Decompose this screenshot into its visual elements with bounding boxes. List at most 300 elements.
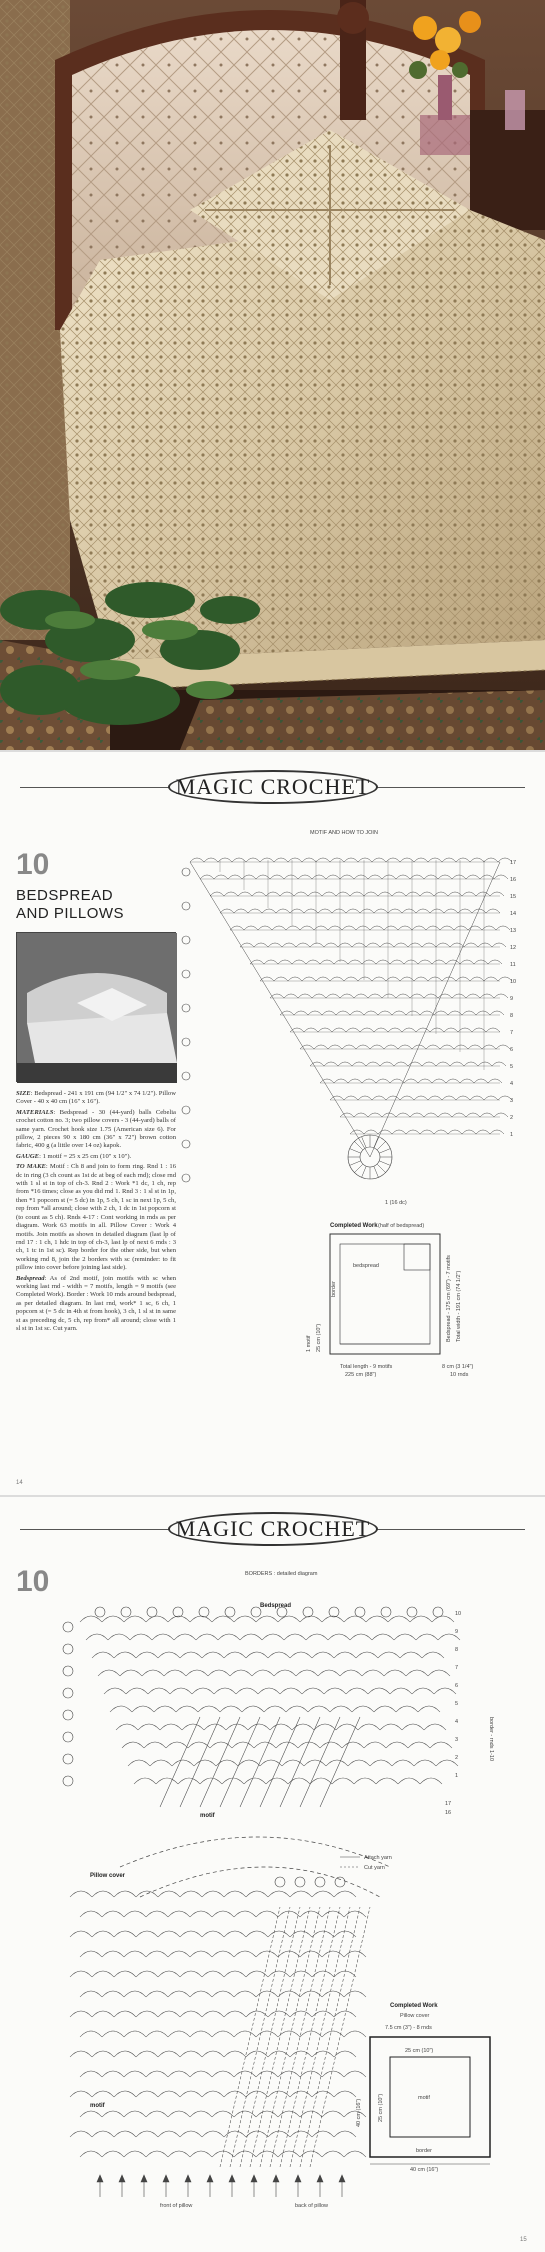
pillow-arc [168,1911,190,1917]
pillow-arc [224,2011,246,2017]
pillow-arc [312,2131,334,2137]
diagonal-line [370,862,500,1157]
chain-arc [320,1079,334,1083]
chain-arc [448,1130,462,1134]
border-arc [190,1616,212,1622]
pillow-arc [168,1951,190,1957]
border-arc [238,1760,260,1766]
border-arc [270,1724,292,1730]
chain-arc [450,943,464,947]
pattern-title [16,887,124,923]
pillow-arc [300,2111,322,2117]
row-number: 3 [510,1098,514,1104]
stitch-legend [340,1855,392,1871]
chain-arc [422,943,436,947]
chain-arc [402,909,416,913]
chain-arc [324,1062,338,1066]
bedspread-text: : As of 2nd motif, join motifs with sc when working last rnd - width = 7 motifs, length = 9 motifs (see Completed Work). Border : Work 10 rnds around bedspread, as per detailed diagram. In last rnd, work* 1 sc, 6 ch, 1 popcorn st (= 5 dc in 4th st from hook), 3 ch, 1 sl st in same st as preceding dc, 5 ch, rep from* all around; close with 1 sl st in 1st sc. Cut yarn. [16,1274,176,1332]
chain-arc [334,1079,348,1083]
border-arc [242,1706,264,1712]
popcorn-stitch [182,1038,190,1046]
pillow-arc [158,2091,180,2097]
chain-arc [354,994,368,998]
pillow-arc [344,2031,366,2037]
chain-arc [432,960,446,964]
pillow-arc [92,2091,114,2097]
chain-arc [318,1028,332,1032]
border-arc [148,1688,170,1694]
border-arc [138,1724,160,1730]
pillow-arc [290,1971,312,1977]
chain-arc [344,977,358,981]
chain-arc [386,1096,400,1100]
border-row-number: 7 [455,1665,459,1671]
chain-arc [384,926,398,930]
diagonal-stitch [180,1717,220,1807]
pillow-arc [80,2071,102,2077]
pattern-number-2: 10 [16,1565,50,1598]
border-arc [296,1670,318,1676]
chain-arc [330,977,344,981]
pillow-arc [344,2111,366,2117]
border-arc [324,1688,346,1694]
row-number: 15 [510,894,517,900]
pattern-page-1 [0,750,545,1495]
border-arc [394,1634,416,1640]
chain-arc [332,1028,346,1032]
popcorn-edge [303,1607,313,1617]
border-arc [352,1706,374,1712]
pillow-arc [312,2091,334,2097]
chain-arc [372,858,386,862]
chain-arc [306,960,320,964]
pillow-arc [246,1971,268,1977]
pillow-border-stitches [70,1877,370,2167]
pillow-arc [102,2031,124,2037]
pillow-diagonal [280,1907,340,2167]
chain-arc [276,909,290,913]
border-arc [398,1778,420,1784]
chain-arc [228,875,242,879]
pillow-arc [212,1951,234,1957]
border-arc [376,1778,398,1784]
pillow-arc [92,1971,114,1977]
dim-height-label: 25 cm (10") [316,1323,322,1352]
border-rnds-label: border - rnds 1-10 [488,1717,494,1762]
border-arc [122,1742,144,1748]
gauge-label: GAUGE [16,1152,40,1160]
chain-arc [312,994,326,998]
arrow-head [119,2175,125,2182]
chain-arc [494,1113,508,1117]
chain-arc [302,977,316,981]
pillow-diagonal [240,1907,300,2167]
chain-arc [406,892,420,896]
popcorn-stitch [182,1106,190,1114]
row-number: 16 [510,877,517,883]
chain-arc [430,909,444,913]
pillow-arc [212,1911,234,1917]
pillow-arc [202,2051,224,2057]
chain-arc [296,943,310,947]
chain-arc [380,1062,394,1066]
chain-arc [350,1011,364,1015]
chain-arc [270,994,284,998]
chain-arc [320,960,334,964]
border-arc [298,1742,320,1748]
petal-stitch [354,1141,362,1149]
row-number: 7 [510,1030,514,1036]
legend-cut-yarn: Cut yarn [364,1865,385,1871]
border-arc [392,1760,414,1766]
diagonal-stitch [320,1717,360,1807]
chain-arc [338,1062,352,1066]
chain-arc [340,994,354,998]
arrow-head [295,2175,301,2182]
border-arc [388,1616,410,1622]
pillow-arc [190,1951,212,1957]
pillow-arc [136,1931,158,1937]
pillow-arc [102,1911,124,1917]
size-label: SIZE [16,1090,31,1097]
border-arc [186,1670,208,1676]
border-arc [248,1724,270,1730]
pillow-arc [102,2151,124,2157]
pillow-arc [124,2031,146,2037]
pillow-arc [180,2051,202,2057]
border-arc [176,1706,198,1712]
border-arc [180,1652,202,1658]
border-arc [406,1670,428,1676]
rnd-1-label: 1 (16 dc) [385,1200,407,1206]
border-arc [412,1688,434,1694]
pillow-arc [92,1891,114,1897]
chain-arc [444,909,458,913]
chain-arc [364,1011,378,1015]
border-arc [358,1724,380,1730]
chain-arc [334,960,348,964]
chain-arc [304,1028,318,1032]
border-arc [220,1706,242,1712]
chain-arc [340,1113,354,1117]
chain-arc [476,1011,490,1015]
border-row-number: 9 [455,1629,459,1635]
popcorn-stitch [182,970,190,978]
pillow-arc [256,1951,278,1957]
chain-arc [302,858,316,862]
arrow-head [317,2175,323,2182]
pillow-arc [234,2071,256,2077]
pillow-arc [278,2111,300,2117]
pillow-arc [312,1931,334,1937]
pillow-diagonal [230,1907,290,2167]
popcorn-stitch [182,1004,190,1012]
petal-stitch [377,1141,385,1149]
border-arc [98,1670,120,1676]
chain-arc [414,977,428,981]
chain-arc [358,1096,372,1100]
row-number: 12 [510,945,517,951]
chain-arc [308,1011,322,1015]
border-arc [342,1742,364,1748]
border-arc [240,1634,262,1640]
pillow-diagonal [310,1907,370,2167]
chain-arc [456,858,470,862]
chain-arc [362,1079,376,1083]
row-number: 9 [510,996,514,1002]
border-arc [136,1652,158,1658]
chain-arc [476,892,490,896]
chain-arc [240,943,254,947]
chain-arc [378,892,392,896]
pillow-arc [168,2151,190,2157]
pillow-arc [114,2011,136,2017]
chain-arc [382,875,396,879]
border-arc [92,1652,114,1658]
border-arc [386,1742,408,1748]
chain-arc [298,994,312,998]
border-arc [178,1778,200,1784]
border-arc [166,1742,188,1748]
to-make-label: TO MAKE [16,1163,46,1171]
border-row-number: 8 [455,1647,459,1653]
pillow-arc [146,1991,168,1997]
chain-arc [426,1045,440,1049]
border-arc [424,1724,446,1730]
popcorn-edge [63,1622,73,1632]
pillow-arc [158,2051,180,2057]
border-arc [314,1724,336,1730]
dim-total-length-value: 225 cm (88") [345,1372,377,1378]
chain-arc [260,858,274,862]
chain-arc [480,875,494,879]
chain-arc [382,994,396,998]
border-arc [164,1670,186,1676]
chain-arc [490,892,504,896]
bedroom-photo-illustration [0,0,545,750]
chain-arc [420,892,434,896]
pillow-completed-title: Completed Work [390,2003,438,2009]
motif-stitch-grid [190,858,512,1157]
motif-diagram-title: MOTIF AND HOW TO JOIN [310,830,378,836]
pillow-arc [168,2071,190,2077]
petal-stitch [377,1164,385,1172]
gauge-paragraph [16,1153,176,1161]
dim-width-label: Bedspread - 175 cm (69") - 7 motifs [446,1255,452,1342]
pillow-arc [224,1891,246,1897]
chain-arc [314,1045,328,1049]
pillow-arc [234,2031,256,2037]
chain-arc [470,1096,484,1100]
chain-arc [288,977,302,981]
chain-arc [390,1079,404,1083]
popcorn-edge [95,1607,105,1617]
chain-arc [376,1079,390,1083]
chain-arc [416,1028,430,1032]
chain-arc [420,1130,434,1134]
chain-arc [282,943,296,947]
border-arc [400,1652,422,1658]
border-arc [150,1760,172,1766]
pillow-arc [70,2091,92,2097]
border-arc [110,1706,132,1712]
chain-arc [476,1130,490,1134]
chain-arc [466,1113,480,1117]
chain-arc [340,875,354,879]
row-number: 4 [510,1081,514,1087]
border-arc [142,1670,164,1676]
border-arc [214,1688,236,1694]
chain-arc [428,858,442,862]
pillow-arc [92,1931,114,1937]
completed-border-label: border [331,1281,337,1297]
chain-arc [392,1130,406,1134]
border-arc [156,1778,178,1784]
popcorn-edge [251,1607,261,1617]
chain-arc [262,909,276,913]
border-arc [300,1616,322,1622]
border-arc [420,1778,442,1784]
chain-arc [412,926,426,930]
pillow-arc [124,1991,146,1997]
pillow-arc [268,2091,290,2097]
chain-arc [480,994,494,998]
pillow-arc [180,1971,202,1977]
border-arc [370,1760,392,1766]
chain-arc [264,960,278,964]
pillow-arc [344,1951,366,1957]
chain-arc [292,960,306,964]
pillow-diagonal [290,1907,350,2167]
border-arc [194,1760,216,1766]
pillow-dim-bottom: 40 cm (16") [410,2167,439,2173]
border-arc [362,1670,384,1676]
size-paragraph [16,1090,176,1107]
chain-arc [468,1045,482,1049]
pillow-arc [114,1971,136,1977]
chain-arc [284,994,298,998]
pillow-arc [212,1991,234,1997]
chain-arc [278,960,292,964]
chain-arc [436,1062,450,1066]
border-arc [232,1742,254,1748]
chain-arc [402,1028,416,1032]
border-arc [256,1616,278,1622]
border-arc [326,1760,348,1766]
pillow-arc [92,2131,114,2137]
pillow-arc [246,1931,268,1937]
border-arc [378,1652,400,1658]
border-row-number: 3 [455,1737,459,1743]
border-row-number: 5 [455,1701,459,1707]
border-row-number: 10 [455,1611,462,1617]
popcorn-edge [63,1754,73,1764]
border-arc [280,1688,302,1694]
pillow-arc [114,2091,136,2097]
pillow-arc [70,2051,92,2057]
pillow-arc [114,2051,136,2057]
pillow-arc [268,2131,290,2137]
pillow-arc [256,2151,278,2157]
chain-arc [438,1113,452,1117]
chain-arc [348,1079,362,1083]
pillow-arc [158,2011,180,2017]
border-arc [430,1742,452,1748]
dim-total-width-label: Total width - 191 cm (74 1/2") [456,1270,462,1342]
pillow-arc [146,2031,168,2037]
arrow-head [207,2175,213,2182]
pillow-arc [80,1991,102,1997]
chain-arc [374,909,388,913]
chain-arc [452,1113,466,1117]
pillow-arc [322,2071,344,2077]
border-arc [320,1742,342,1748]
border-arc [200,1778,222,1784]
chain-arc [490,1130,504,1134]
pillow-arc [334,2051,356,2057]
chain-arc [316,977,330,981]
chain-arc [392,1011,406,1015]
chain-arc [394,943,408,947]
chain-arc [460,960,474,964]
chain-arc [300,926,314,930]
arrow-head [141,2175,147,2182]
chain-arc [360,909,374,913]
row-number: 10 [510,979,517,985]
to-make-text: : Motif : Ch 8 and join to form ring. Rnd 1 : 16 dc in ring (3 ch count as 1st dc at beg of each rnd); close rnd with 1 sl st in top of ch-3. Rnd 2 : Work *1 dc, 1 ch, rep from *16 times; close as you did rnd 1. Rnd 3 : 1 sl st in 1p, then *1 popcorn st (= 5 dc) in 1p, 5 ch, 1 sc in next 1p, 5 ch, rep from *all around; close with 2 ch, 1 dc in 1st popcorn st (to count as 5 ch). Rnds 4-17 : Cont working in rnds as per diagram. Work 63 motifs in all. Pillow Cover : Work 4 motifs. Join motifs as shown in detailed diagram (last lp of rnd 17 : 1 ch, 1 hdc in top of ch-3, last lp of next 6 rnds : 3 ch, 1 tc in 1st sc). Rep border for the other side, but when working rnd 8, join the 2 borders with sc (reminder: to fit pillow into cover before joining last side). [16,1163,176,1272]
pillow-arc [124,1911,146,1917]
popcorn-edge [147,1607,157,1617]
pillow-arc [190,2031,212,2037]
chain-arc [214,875,228,879]
pillow-arc [246,2091,268,2097]
pillow-arc [322,1991,344,1997]
pillow-arc [180,2091,202,2097]
popcorn-edge [381,1607,391,1617]
chain-arc [286,926,300,930]
pillow-arc [334,2131,356,2137]
border-arc [258,1688,280,1694]
chain-arc [452,875,466,879]
chain-arc [408,943,422,947]
chain-arc [404,1079,418,1083]
popcorn-stitch [182,1174,190,1182]
chain-arc [310,943,324,947]
chain-arc [492,943,506,947]
pattern-instructions [16,1090,176,1335]
border-arc [266,1778,288,1784]
chain-arc [258,926,272,930]
page-number-left: 14 [16,1480,23,1486]
pillow-arc [290,1891,312,1897]
pillow-arc [268,1931,290,1937]
pillow-arc [334,1891,356,1897]
chain-arc [396,994,410,998]
popcorn-stitch [182,936,190,944]
arrow-head [185,2175,191,2182]
chain-arc [494,994,508,998]
border-arc [172,1760,194,1766]
pillow-diagonal [250,1907,310,2167]
chain-arc [420,1011,434,1015]
chain-arc [496,926,510,930]
materials-text: : Bedspread - 30 (44-yard) balls Cebelia crochet cotton no. 3; two pillow covers - 3 (44-yard) balls of same yarn. Crochet hook size 1.75 (American size 6). For pillow, 2 pieces 90 x 180 cm (36" x 72") brown cotton fabric, 400 g (a little over 14 oz) kapok. [16,1108,176,1150]
chain-arc [428,1096,442,1100]
chain-arc [316,858,330,862]
pillow-arc [322,1911,344,1917]
pillow-arc [114,2131,136,2137]
border-arc [328,1634,350,1640]
